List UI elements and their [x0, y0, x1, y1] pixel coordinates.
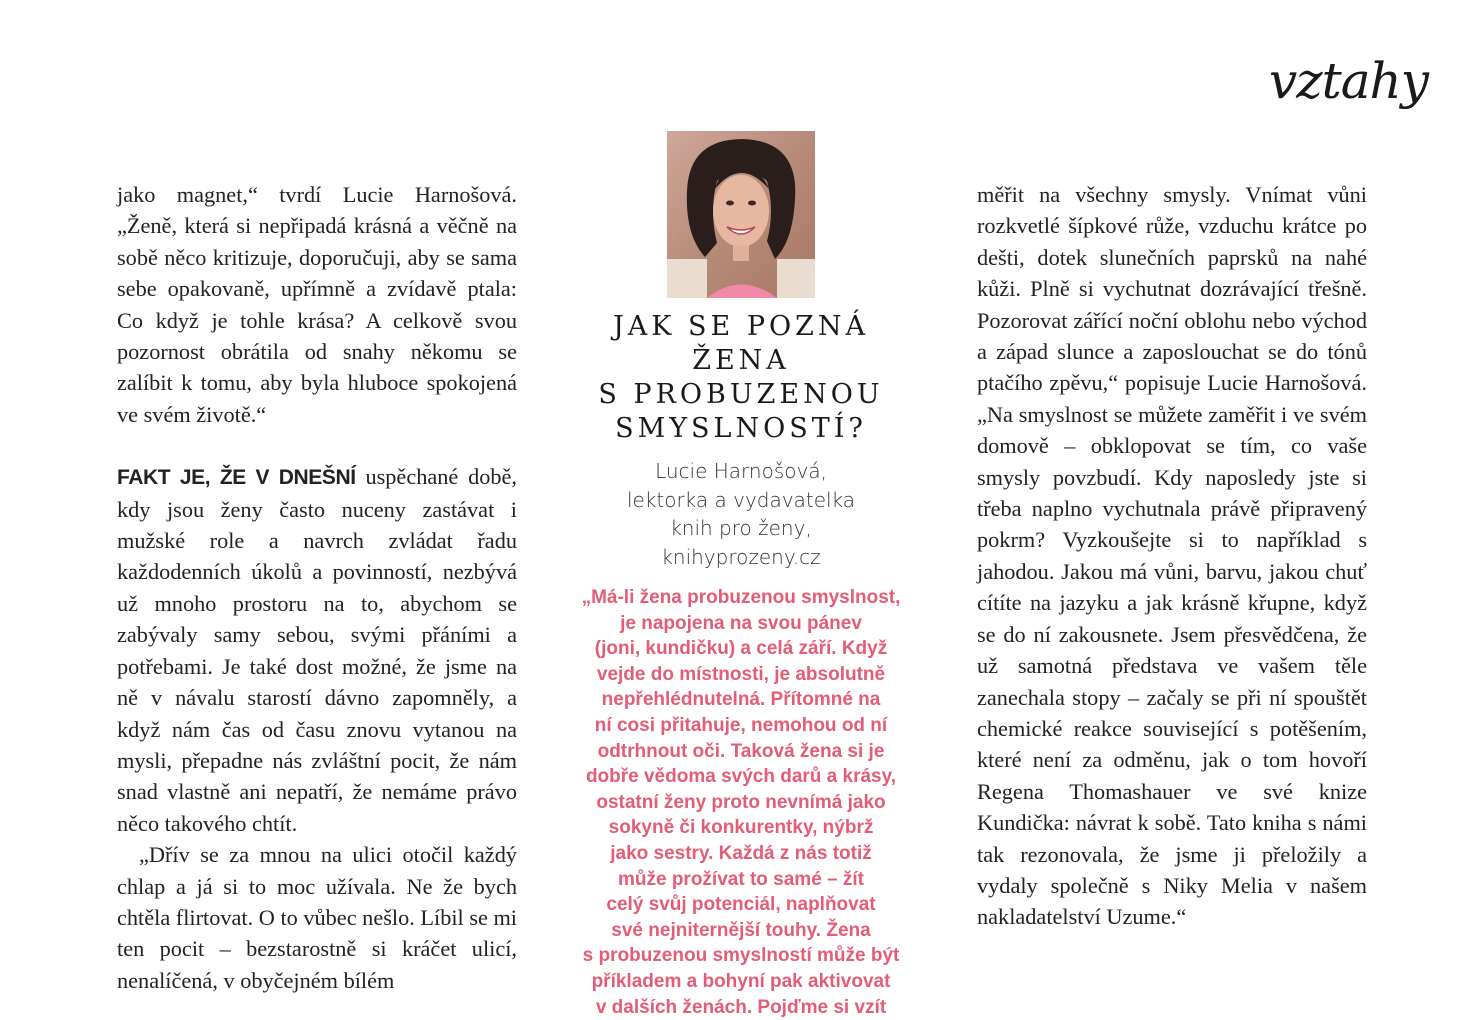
- quote-line: (joni, kundičku) a celá září. Když: [594, 638, 888, 660]
- author-byline: [560, 457, 922, 571]
- quote-line: může prožívat to samé – žít: [617, 868, 864, 890]
- quote-line: v dalších ženách. Pojďme si vzít: [595, 996, 887, 1018]
- byline-line: knihyprozeny.cz: [661, 544, 821, 569]
- title-line: JAK SE POZNÁ ŽENA: [612, 311, 870, 376]
- paragraph: [117, 461, 517, 839]
- quote-line: „Má-li žena probuzenou smyslnost,: [581, 587, 901, 608]
- paragraph: jako magnet,“ tvrdí Lucie Harnošová. „Ženě, která si nepřipadá krásná a věčně na sobě něco kritizuje, doporučuji, aby se sama sebe opakovaně, upřímně a zvídavě ptala: Co když je tohle krása? A celkově svou pozornost obrátila od snahy někomu se zalíbit k tomu, aby byla hluboce spokojená ve svém životě.“: [117, 182, 517, 427]
- quote-line: s probuzenou smyslností může být: [582, 945, 900, 967]
- quote-line: nepřehlédnutelná. Přítomné na: [601, 689, 881, 711]
- paragraph: „Dřív se za mnou na ulici otočil každý chlap a já si to moc užívala. Ne že bych chtěla flirtovat. O to vůbec nešlo. Líbil se mi ten pocit – bezstarostně si kráčet ulicí, nenalíčená, v obyčejném bílém: [117, 842, 518, 993]
- left-column: [117, 179, 517, 996]
- quote-line: je napojena na svou pánev: [620, 612, 862, 634]
- pull-quote: [560, 585, 922, 1020]
- quote-line: vejde do místnosti, je absolutně: [596, 663, 886, 685]
- quote-line: odtrhnout oči. Taková žena si je: [597, 740, 885, 762]
- portrait-photo: [667, 131, 815, 298]
- quote-line: ní cosi přitahuje, nemohou od ní: [594, 714, 888, 736]
- lead-in: FAKT JE, ŽE V DNEŠNÍ: [117, 466, 356, 490]
- byline-line: lektorka a vydavatelka: [626, 487, 856, 512]
- sidebar-title: [560, 310, 922, 446]
- quote-line: sokyně či konkurentky, nýbrž: [608, 817, 874, 839]
- quote-line: jako sestry. Každá z nás totiž: [610, 842, 872, 864]
- quote-line: dobře vědoma svých darů a krásy,: [585, 766, 897, 788]
- right-column: [977, 179, 1367, 933]
- quote-line: příkladem a bohyní pak aktivovat: [591, 970, 891, 992]
- paragraph-text: uspěchané době, kdy jsou ženy často nuceny zastávat i mužské role a navrch zvládat řadu každodenních úkolů a povinností, nezbývá už mnoho prostoru na to, abychom se zabývaly samy sebou, svými přáními a potřebami. Je také dost možné, že jsme na ně v návalu starostí dávno zapomněly, a když nám čas od času znovu vytanou na mysli, přepadne nás zvláštní pocit, že nám snad vlastně ani nepatří, že nemáme právo něco takového chtít.: [117, 464, 518, 836]
- byline-line: Lucie Harnošová,: [655, 459, 827, 483]
- quote-line: ostatní ženy proto nevnímá jako: [596, 791, 886, 813]
- section-tag: vztahy: [1269, 52, 1428, 110]
- sidebar-box: [560, 131, 922, 1020]
- paragraph-gap: [117, 430, 517, 461]
- paragraph: měřit na všechny smysly. Vnímat vůni rozkvetlé šípkové růže, vzduchu krátce po dešti, dotek slunečních paprsků na nahé kůži. Plně si vychutnat dozrávající třešně. Pozorovat zářící noční oblohu nebo východ a západ slunce a zaposlouchat se do tónů ptačího zpěvu,“ popisuje Lucie Harnošová. „Na smyslnost se můžete zaměřit i ve svém domově – obklopovat se tím, co vaše smysly povzbudí. Kdy naposledy jste si třeba naplno vychutnala právě připravený pokrm? Vyzkoušejte si to například s jahodou. Jakou má vůni, barvu, jakou chuť cítíte na jazyku a jak krásně křupne, když se do ní zakousnete. Jsem přesvědčena, že už samotná představa ve vašem těle zanechala stopy – začaly se při ní spouštět chemické reakce související s potěšením, které není za odměnu, jak o tom hovoří Regena Thomashauer ve své knize Kundička: návrat k sobě. Tato kniha s námi tak rezonovala, že jsme ji přeložily a vydaly společně s Niky Melia v našem nakladatelství Uzume.“: [977, 182, 1367, 930]
- byline-line: knih pro ženy,: [670, 516, 812, 540]
- title-line: S PROBUZENOU: [598, 379, 884, 410]
- quote-line: své nejniternější touhy. Žena: [611, 919, 871, 941]
- quote-line: celý svůj potenciál, naplňovat: [606, 894, 876, 916]
- title-line: SMYSLNOSTÍ?: [615, 413, 867, 444]
